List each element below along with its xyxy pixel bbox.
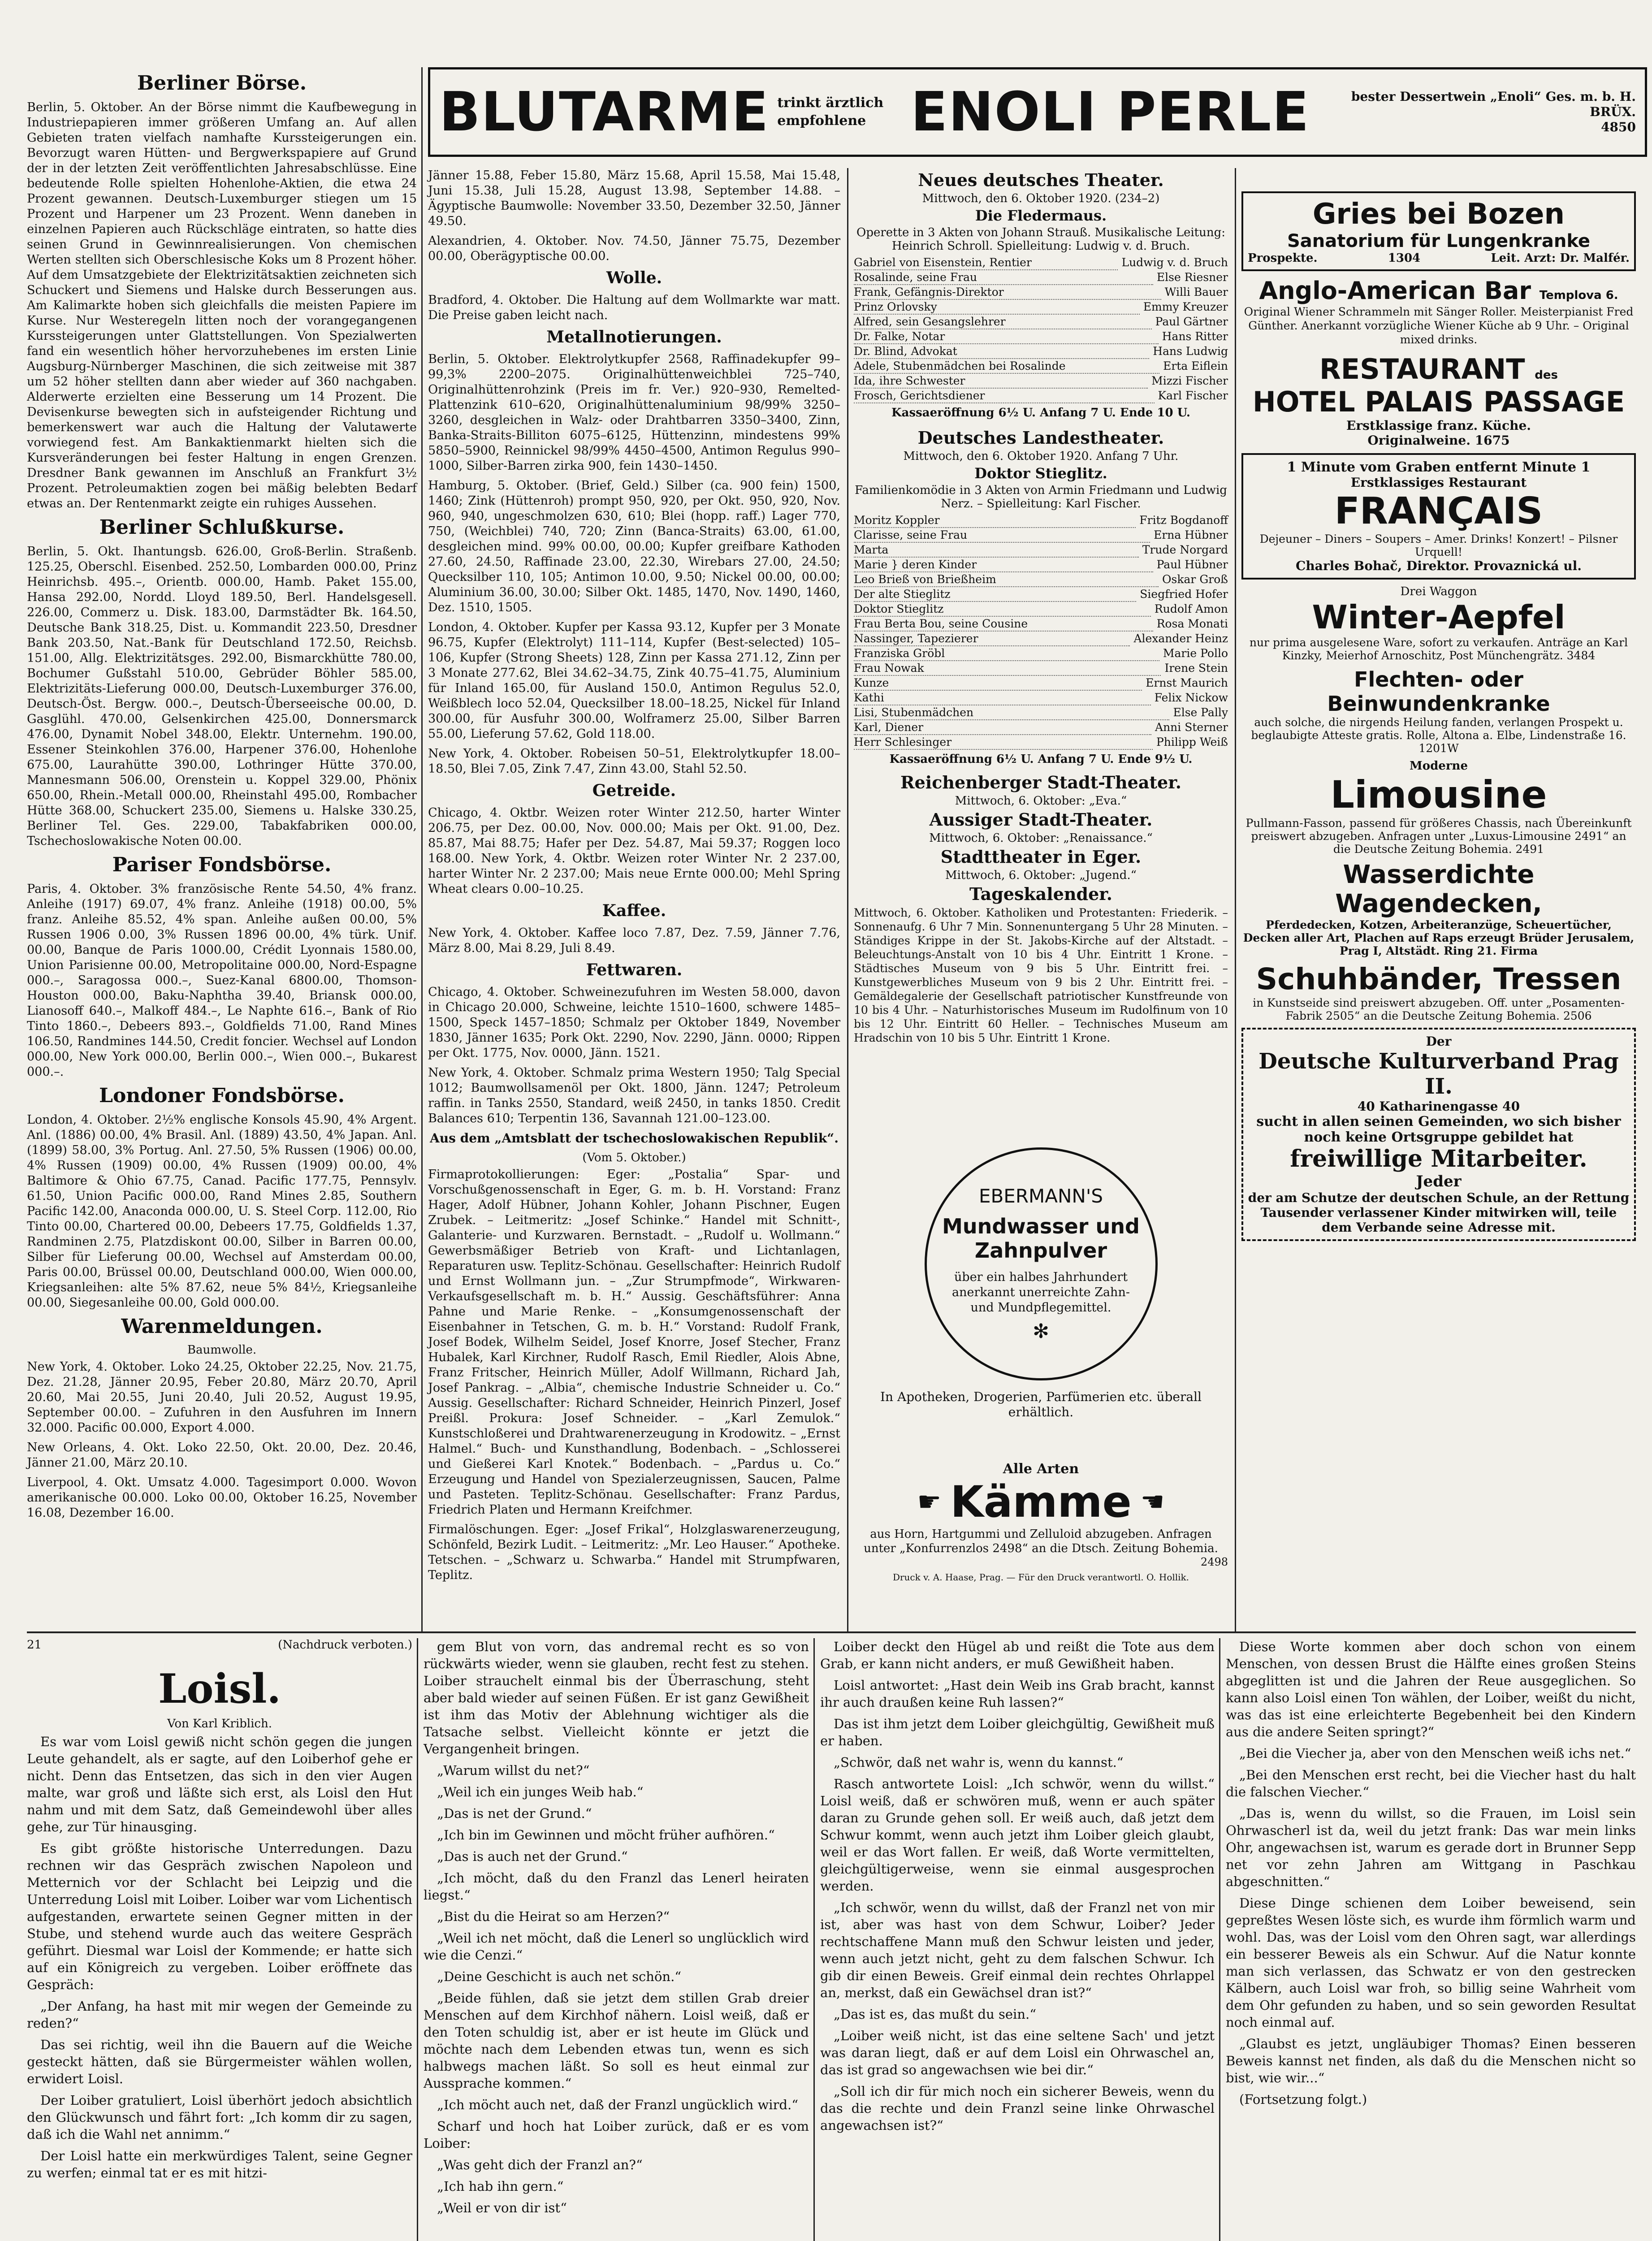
cast-row	[854, 646, 1228, 661]
cast-row	[854, 705, 1228, 720]
imprint: Druck v. A. Haase, Prag. — Für den Druck verantwortl. O. Hollik.	[892, 1572, 1189, 1583]
banner-brand: ENOLI PERLE	[911, 81, 1310, 143]
kultur-text1: sucht in allen seinen Gemeinden, wo sich bisher noch keine Ortsgruppe gebildet hat	[1256, 1114, 1621, 1145]
kalender-title: Tageskalender.	[969, 884, 1113, 904]
restaurant-line1-text: RESTAURANT	[1319, 353, 1525, 385]
waren-text-3: Liverpool, 4. Okt. Umsatz 4.000. Tagesimport 0.000. Wovon amerikanische 00.000. Loko 00.00, Oktober 16.25, November 16.08, Dezember 16.00.	[27, 1475, 417, 1520]
metall-title: Metallnotierungen.	[546, 328, 722, 346]
story-paragraph: Das ist ihm jetzt dem Loiber gleichgültig, Gewißheit muß er haben.	[820, 1716, 1215, 1748]
amtsblatt-text: Firmaprotokollierungen: Eger: „Postalia“ Spar- und Vorschußgenossenschaft in Eger, G. m. b. H. Vorstand: Franz Hager, Adolf Hübner, Johann Kohler, Johann Pischner, Eugen Zrubek. – Leitmeritz: „Josef Schinke.“ Handel mit Schnitt-, Galanterie- und Kurzwaren. Bernstadt. – „Rudolf u. Wollmann.“ Gewerbsmäßiger Betrieb von Kraft- und Lichtanlagen, Reparaturen usw. Teplitz-Schönau. Gesellschafter: Heinrich Rudolf und Ernst Wollmann jun. – „Zur Strumpfmode“, Wirkwaren-Verkaufsgesellschaft m. b. H.“ Aussig. Geschäftsführer: Anna Pahne und Marie Renke. – „Konsumgenossenschaft der Eisenbahner in Tetschen, G. m. b. H.“ Vorstand: Rudolf Frank, Josef Bodek, Wilhelm Seidel, Josef Knorre, Josef Stecher, Franz Hubalek, Karl Kirchner, Rudolf Rasch, Emil Riedler, Alois Abne, Franz Fritscher, Heinrich Müller, Adolf Willmann, Richard Jah, Josef Pankrag. – „Albia“, chemische Industrie Schneider u. Co.“ Aussig. Gesellschafter: Richard Schneider, Heinrich Pinzerl, Josef Preißl. Prokura: Josef Schneider. – „Karl Zemulok.“ Kunstschloßerei und Drahtwarenerzeugung in Krodowitz. – „Ernst Halmel.“ Buch- und Kunsthandlung, Bodenbach. – „Schlosserei und Gießerei Karl Knotek.“ Bodenbach. – „Pardus u. Co.“ Erzeugung und Handel von Spezialerzeugnissen, Saucen, Palme und Pasteten. Teplitz-Schönau. Gesellschafter: Franz Pardus, Friedrich Platen und Hermann Kreifchmer.	[428, 1168, 840, 1517]
cast-actor: Irene Stein	[1164, 662, 1228, 675]
story-column-2	[424, 1638, 809, 2241]
market-column	[27, 67, 417, 1631]
kultur-text3: der am Schutze der deutschen Schule, an der Rettung Tausender verlassener Kinder mitwirken will, teile dem Verbande seine Adresse mit.	[1248, 1190, 1630, 1235]
theatre-reichenberg-title: Reichenberger Stadt-Theater.	[900, 772, 1181, 792]
story-paragraph: „Warum willst du net?“	[437, 1763, 590, 1778]
cast-row	[854, 329, 1228, 344]
story-paragraph: Der Loiber gratuliert, Loisl überhört jedoch absichtlich den Glückwunsch und fährt fort: „Ich komm dir zu sagen, daß ich die Wahl net annimm.“	[27, 2093, 412, 2142]
cast-row	[854, 558, 1228, 572]
story-paragraph: „Weil ich net möcht, daß die Lenerl so unglücklich wird wie die Cenzi.“	[424, 1930, 809, 1963]
ebermann-where: In Apotheken, Drogerien, Parfümerien etc. überall erhältlich.	[880, 1389, 1202, 1419]
gries-footer	[1248, 251, 1630, 265]
limousine-text-body: Pullmann-Fasson, passend für größeres Chassis, nach Übereinkunft preiswert abzugeben. Anfragen unter „Luxus-Limousine 2491“ an die Deutsche Zeitung Bohemia.	[1245, 817, 1632, 856]
column-divider	[847, 168, 848, 1631]
cast-actor: Rudolf Amon	[1154, 602, 1228, 615]
francais-top: 1 Minute vom Graben entfernt Minute 1	[1287, 459, 1591, 475]
kaemme-ad	[854, 1461, 1228, 1614]
cast-actor: Else Pally	[1173, 706, 1228, 719]
cast-actor: Anni Sterner	[1155, 721, 1228, 734]
wagen-ad	[1241, 860, 1636, 957]
cast-row	[854, 270, 1228, 285]
markets-intro: Jänner 15.88, Feber 15.80, März 15.68, April 15.58, Mai 15.48, Juni 15.38, Juli 15.28, August 13.98, September 14.88. – Ägyptische Baumwolle: November 33.50, Dezember 32.50, Jänner 49.50.	[428, 169, 840, 228]
cast-role: Kunze	[854, 676, 1142, 691]
anglo-title-text: Anglo-American Bar	[1259, 277, 1531, 305]
cast-role: Dr. Falke, Notar	[854, 329, 1159, 344]
theatre-neues-date	[854, 192, 1228, 205]
london-text: London, 4. Oktober. 2½% englische Konsols 45.90, 4% Argent. Anl. (1886) 00.00, 4% Brasil. Anl. (1889) 43.50, 4% Japan. Anl. (1899) 58.00, 3% Portug. Anl. 27.50, 5% Russen (1906) 00.00, 4% Russen (1909) 00.00, 4% Russen (1909) 00.00, 4% Baltimore & Ohio 67.75, Canad. Pacific 177.75, Pennsylv. 61.50, Union Pacific 000.00, Rand Mines 2.85, Southern Pacific 142.00, Anaconda 000.00, U. S. Steel Corp. 112.00, Rio Tinto 00.00, Chartered 00.00, Debeers 17.75, Goldfields 1.37, Randminen 2.75, Platzdiskont 00.00, Silber in Barren 00.00, Silber für Lieferung 00.00, Wechsel auf Amsterdam 00.00, Paris 00.00, Brüssel 00.00, Deutschland 000.00, Wien 000.00, Kriegsanleihen: alte 5% 87.62, neue 5% 84½, Kriegsanleihe 00.00, Siegesanleihe 00.00, Gold 000.00.	[27, 1113, 417, 1310]
cast-role: Frau Nowak	[854, 661, 1161, 676]
francais-text: Dejeuner – Diners – Soupers – Amer. Drinks! Konzert! – Pilsner Urquell!	[1259, 532, 1618, 558]
cast-actor: Willi Bauer	[1164, 286, 1228, 299]
theatre-aussig-title: Aussiger Stadt-Theater.	[929, 809, 1153, 830]
cast-role: Rosalinde, seine Frau	[854, 270, 1153, 285]
story-paragraph: Scharf und hoch hat Loiber zurück, daß er es vom Loiber:	[424, 2119, 809, 2151]
cast-actor: Hans Ludwig	[1153, 345, 1228, 358]
section-title-paris: Pariser Fondsbörse.	[112, 853, 332, 876]
theatre-neues-date-text: Mittwoch, den 6. Oktober 1920.	[922, 192, 1111, 205]
theatre-neues-title: Neues deutsches Theater.	[918, 170, 1164, 190]
story-author: Von Karl Kriblich.	[167, 1717, 272, 1731]
pointing-hand-left-icon: ☚	[1140, 1486, 1165, 1518]
getreide-title: Getreide.	[592, 781, 676, 800]
kaemme-text: aus Horn, Hartgummi und Zelluloid abzugeben. Anfragen unter „Konfurrenzlos 2498“ an die Dtsch. Zeitung Bohemia.	[864, 1527, 1218, 1555]
story-text	[27, 1733, 412, 2181]
story-paragraph: „Deine Geschicht is auch net schön.“	[437, 1969, 682, 1984]
markets-column-2	[428, 168, 840, 1631]
theatre-column	[854, 168, 1228, 1044]
flechten-ad	[1241, 667, 1636, 755]
story-paragraph: „Schwör, daß net wahr is, wenn du kannst.“	[834, 1755, 1124, 1770]
restaurant-line2: HOTEL PALAIS PASSAGE	[1252, 385, 1625, 418]
schuh-text	[1241, 996, 1636, 1022]
kultur-title: Deutsche Kulturverband Prag II.	[1258, 1049, 1619, 1099]
cast-role: Prinz Orlovsky	[854, 300, 1140, 315]
cast-row	[854, 315, 1228, 329]
restaurant-code: 1675	[1475, 433, 1510, 448]
column-divider	[421, 67, 423, 1631]
theatre-reichenberg-text: Mittwoch, 6. Oktober: „Eva.“	[955, 794, 1127, 808]
feuilleton-divider	[27, 1631, 1636, 1633]
cast-actor: Philipp Weiß	[1156, 735, 1228, 748]
cast-row	[854, 543, 1228, 558]
ebermann-name: EBERMANN'S	[978, 1185, 1103, 1207]
francais-name: FRANÇAIS	[1334, 490, 1543, 532]
story-paragraph: „Weil er von dir ist“	[437, 2200, 567, 2215]
story-paragraph: „Soll ich dir für mich noch ein sicherer Beweis, wenn du das die rechte und dein Franzl seine linke Ohrwaschel angewachsen ist?“	[820, 2084, 1215, 2133]
cast-row	[854, 255, 1228, 270]
column-divider	[813, 1638, 815, 2241]
kaemme-name: Kämme	[950, 1477, 1132, 1527]
cast-row	[854, 528, 1228, 543]
enoli-banner-ad	[428, 67, 1647, 157]
limousine-text	[1241, 817, 1636, 856]
restaurant-des: des	[1535, 368, 1558, 382]
cast-role: Frau Berta Bou, seine Cousine	[854, 617, 1153, 632]
theatre-landes-play: Doktor Stieglitz.	[974, 465, 1107, 482]
cast-role: Doktor Stieglitz	[854, 602, 1151, 617]
cast-role: Nassinger, Tapezierer	[854, 632, 1130, 646]
metall-text-4: New York, 4. Oktober. Robeisen 50–51, Elektrolytkupfer 18.00–18.50, Blei 7.05, Zink 7.47, Zinn 43.00, Stahl 52.50.	[428, 747, 840, 776]
anglo-ad	[1241, 277, 1636, 346]
story-paragraph: Der Loisl hatte ein merkwürdiges Talent, seine Gegner zu werfen; einmal tat er es mit hitzi-	[27, 2148, 412, 2180]
restaurant-text2-text: Originalweine.	[1367, 433, 1470, 448]
waren-text-1: New York, 4. Oktober. Loko 24.25, Oktober 22.25, Nov. 21.75, Dez. 21.28, Jänner 20.95, Feber 20.80, März 20.70, April 20.60, Mai 20.55, Juni 20.40, Juli 20.52, August 19.95, September 00.00. – Zufuhren in den Ausfuhren im Innern 32.000. Pacific 00.000, Export 4.000.	[27, 1360, 417, 1435]
theatre-neues-num: (234–2)	[1115, 192, 1160, 205]
cast-actor: Erna Hübner	[1154, 528, 1228, 541]
theatre-landes-times: Kassaeröffnung 6½ U. Anfang 7 U. Ende 9½ U.	[889, 753, 1193, 766]
cast-actor: Marie Pollo	[1163, 647, 1228, 660]
story-paragraph: „Das is, wenn du willst, so die Frauen, im Loisl sein Ohrwascherl ist da, weil du jetzt frank: Das war mein links Ohr, angewachsen ist, warum es gerade dort in Brunner Sepp net vor zehn Jahren am Wittgang in Paschkau abgeschnitten.“	[1226, 1806, 1636, 1889]
story-paragraph: „Bei den Menschen erst recht, bei die Viecher hast du halt die falschen Viecher.“	[1226, 1767, 1636, 1800]
schuh-name: Schuhbänder, Tressen	[1256, 962, 1622, 996]
page-number: 21	[27, 1638, 42, 1652]
anglo-addr: Templova 6.	[1539, 289, 1618, 302]
story-paragraph: Es war vom Loisl gewiß nicht schön gegen die jungen Leute gehandelt, als er sagte, auf den Loiberhof gehe er nicht. Denn das Entsetzen, das sich in den vier Augen malte, war groß und läßte sich erst, als Loisl den Hut nahm und mit dem Satz, daß Gemeindewohl über alles gehe, zur Tür hinausging.	[27, 1734, 412, 1834]
restaurant-text1: Erstklassige franz. Küche.	[1346, 418, 1531, 433]
cast-role: Karl, Diener	[854, 720, 1151, 735]
apfel-code: 3484	[1566, 649, 1596, 662]
restaurant-line1	[1241, 353, 1636, 385]
apfel-ad	[1241, 585, 1636, 662]
story-paragraph: „Beide fühlen, daß sie jetzt dem stillen Grab dreier Menschen auf dem Kirchhof nähern. Loisl weiß, daß er den Toten schuldig ist, aber er ist heute im Glück und möchte nach dem Lebenden etwas tun, wenn es sich halbwegs machen läßt. So soll es heut einmal zur Aussprache kommen.“	[424, 1990, 809, 2091]
story-paragraph: Diese Dinge schienen dem Loiber beweisend, sein gepreßtes Wesen löste sich, es wurde ihm förmlich warm und wohl. Das, was der Loisl vom den Ohren sagt, war allerdings ein besserer Beweis als ein Schwur. Auf die Natur konnte man sich verlassen, das Schwatz er von den gestrecken Kälbern, auch Loisl war froh, so billig seine Wahrheit vom dem Ohr gefunden zu haben, und so sein geworden Resultat noch einmal auf.	[1226, 1895, 1636, 2030]
cast-actor: Paul Hübner	[1156, 558, 1228, 571]
cast-list	[854, 255, 1228, 403]
schluss-text: Berlin, 5. Okt. Ihantungsb. 626.00, Groß-Berlin. Straßenb. 125.25, Oberschl. Eisenbed. 252.50, Lombarden 000.00, Prinz Heinrichsb. 495.–, Orientb. 000.00, Hamb. Paket 155.00, Hansa 292.00, Nordd. Lloyd 189.50, Berl. Handelsgesell. 226.00, Commerz u. Disk. 183.00, Darmstädter Bk. 164.50, Deutsche Bank 318.25, Dist. u. Kommandit 223.50, Dresdner Bank 203.50, Nat.-Bank für Deutschland 172.50, Reichsb. 151.00, Allg. Elektrizitätsges. 292.00, Bismarckhütte 780.00, Bochumer Gußstahl 510.00, Gebrüder Böhler 585.00, Elektrizitäts-Lieferung 000.00, Deutsch-Luxemburger 376.00, Deutsch-Öst. Bergw. 000.–, Deutsch-Überseeische 00.00, D. Gasglühl. 470.00, Gelsenkirchen 425.00, Donnersmarck 476.00, Dynamit Nobel 348.00, Elektr. Unternehm. 190.00, Essener Steinkohlen 376.00, Harpener 376.00, Hohenlohe 675.00, Laurahütte 390.00, Lothringer Hütte 370.00, Mannesmann 506.00, Orenstein u. Koppel 329.00, Phönix 650.00, Rhein.-Metall 000.00, Rheinstahl 495.00, Rombacher Hütte 368.00, Schuckert 235.00, Siemens u. Halske 330.25, Berliner Tel. Ges. 229.00, Tabakfabriken 000.00, Tschechoslowakische Noten 00.00.	[27, 545, 417, 848]
flechten-code: 1201W	[1418, 742, 1459, 755]
story-paragraph: „Der Anfang, ha hast mit mir wegen der Gemeinde zu reden?“	[27, 1999, 412, 2031]
banner-left: BLUTARME	[439, 81, 770, 143]
theatre-landes-title: Deutsches Landestheater.	[917, 428, 1164, 448]
story-text	[424, 1638, 809, 2216]
story-paragraph: Loiber deckt den Hügel ab und reißt die Tote aus dem Grab, er kann nicht anders, er muß Gewißheit haben.	[820, 1639, 1215, 1671]
cast-row	[854, 285, 1228, 300]
cast-actor: Mizzi Fischer	[1151, 374, 1228, 387]
cast-row	[854, 587, 1228, 602]
story-paragraph: „Ich möcht, daß du den Franzl das Lenerl heiraten liegst.“	[424, 1870, 809, 1903]
banner-right-text: bester Dessertwein „Enoli“ Ges. m. b. H. BRÜX.	[1351, 89, 1636, 119]
schuh-code: 2506	[1563, 1009, 1592, 1022]
newspaper-page	[9, 13, 1640, 2241]
gries-ad	[1241, 191, 1636, 271]
flechten-text-body: auch solche, die nirgends Heilung fanden, verlangen Prospekt u. beglaubigte Atteste gratis. Rolle, Altona a. Elbe, Lindenstraße 16.	[1251, 716, 1626, 742]
apfel-text-body: nur prima ausgelesene Ware, sofort zu verkaufen. Anträge an Karl Kinzky, Meierhof Arnoschitz, Post Münchengrätz.	[1249, 636, 1628, 662]
theatre-eger-text: Mittwoch, 6. Oktober: „Jugend.“	[945, 869, 1137, 882]
cast-role: Kathi	[854, 691, 1151, 705]
story-column-1	[27, 1638, 412, 2241]
limousine-top: Moderne	[1410, 759, 1468, 773]
cast-row	[854, 676, 1228, 691]
theatre-neues-desc: Operette in 3 Akten von Johann Strauß. Musikalische Leitung: Heinrich Schroll. Spielleitung: Ludwig v. d. Bruch.	[856, 226, 1225, 253]
kultur-big: freiwillige Mitarbeiter.	[1290, 1145, 1587, 1172]
cast-role: Ida, ihre Schwester	[854, 374, 1148, 389]
cast-row	[854, 735, 1228, 750]
star-icon: ✻	[1033, 1320, 1049, 1343]
story-paragraph: „Das is net der Grund.“	[437, 1806, 592, 1821]
column-divider	[417, 1638, 418, 2241]
francais-owner: Charles Bohač, Direktor. Provaznická ul.	[1296, 558, 1582, 573]
story-paragraph: Rasch antwortete Loisl: „Ich schwör, wenn du willst.“ Loisl weiß, daß er schwören muß, wenn er auch später daran zu Grunde gehen soll. Er weiß auch, daß jetzt dem Schwur kommt, wenn auch jetzt ihm Loiber gleich glaubt, weil er das Wort fallen. Er weiß, daß Worte vermittelten, gleichgültigerweise, wenn sie einmal ausgesprochen werden.	[820, 1776, 1215, 1894]
kultur-ad	[1241, 1028, 1636, 1241]
story-paragraph: Loisl antwortet: „Hast dein Weib ins Grab bracht, kannst ihr auch draußen keine Ruh lassen?“	[820, 1678, 1215, 1710]
cast-role: Gabriel von Eisenstein, Rentier	[854, 255, 1118, 270]
limousine-ad	[1241, 759, 1636, 856]
paris-text: Paris, 4. Oktober. 3% französische Rente 54.50, 4% franz. Anleihe (1917) 69.07, 4% franz. Anleihe (1918) 00.00, 5% franz. Anleihe 85.52, 4% span. Anleihe außen 00.00, 5% Russen 1906 0.00, 3% Russen 1896 00.00, 4% türk. Unif. 00.00, Banque de Paris 1000.00, Crédit Lyonnais 1580.00, Union Parisienne 00.00, Metropolitaine 000.00, Nord-Espagne 000.–, Saragossa 000.–, Suez-Kanal 6800.00, Thomson-Houston 000.00, Baku-Naphtha 39.40, Briansk 000.00, Lianosoff 640.–, Malkoff 484.–, Le Naphte 616.–, Bank of Rio Tinto 1860.–, Debeers 893.–, Goldfields 71.00, Rand Mines 106.50, Randmines 144.50, Credit foncier. Wechsel auf London 000.00, New York 000.00, Berlin 000.–, Wien 000.–, Bukarest 000.–.	[27, 882, 417, 1079]
banner-right	[1318, 89, 1636, 135]
theatre-landes-date: Mittwoch, den 6. Oktober 1920. Anfang 7 Uhr.	[903, 450, 1179, 463]
story-column-4	[1226, 1638, 1636, 2241]
kultur-der: Der	[1426, 1034, 1452, 1049]
cast-role: Herr Schlesinger	[854, 735, 1153, 750]
theatre-neues-play: Die Fledermaus.	[975, 207, 1107, 224]
amtsblatt-sub: (Vom 5. Oktober.)	[582, 1151, 686, 1164]
theatre-neues-times: Kassaeröffnung 6½ U. Anfang 7 U. Ende 10 U.	[891, 406, 1190, 420]
cast-role: Dr. Blind, Advokat	[854, 344, 1149, 359]
metall-text-1: Berlin, 5. Oktober. Elektrolytkupfer 2568, Raffinadekupfer 99–99,3% 2200–2075. Originalhüttenweichblei 725–740, Originalhüttenrohzink (Preis im fr. Ver.) 920–930, Remelted-Plattenzink 610–620, Originalhüttenaluminium 98/99% 3250–3260, desgleichen in Walz- oder Drahtbarren 3350–3400, Zinn, Banka-Straits-Billiton 6075–6125, Hüttenzinn, mindestens 99% 5850–5900, Reinnickel 98/99% 4450–4500, Antimon Regulus 990–1000, Silber-Barren zirka 900, fein 1430–1450.	[428, 352, 840, 473]
section-title-london: Londoner Fondsbörse.	[99, 1084, 345, 1107]
flechten-name: Flechten- oder Beinwundenkranke	[1327, 667, 1550, 716]
restaurant-ad	[1241, 353, 1636, 448]
fett-title: Fettwaren.	[586, 960, 683, 979]
story-paragraph: „Das is auch net der Grund.“	[437, 1849, 628, 1864]
wagen-name: Wasserdichte Wagendecken,	[1335, 860, 1542, 918]
story-note: (Nachdruck verboten.)	[278, 1638, 412, 1652]
cast-actor: Oskar Groß	[1162, 573, 1228, 586]
cast-row	[854, 691, 1228, 705]
section-title-boerse: Berliner Börse.	[137, 72, 307, 95]
wolle-title: Wolle.	[606, 268, 662, 287]
cast-actor: Erta Eiflein	[1163, 359, 1228, 372]
cast-row	[854, 513, 1228, 528]
column-divider	[1219, 1638, 1220, 2241]
column-divider	[1235, 168, 1236, 1631]
cast-role: Der alte Stieglitz	[854, 587, 1136, 602]
gries-title: Gries bei Bozen	[1312, 198, 1565, 231]
cast-role: Frank, Gefängnis-Direktor	[854, 285, 1161, 300]
cast-row	[854, 572, 1228, 587]
cast-row	[854, 344, 1228, 359]
story-paragraph: „Glaubst es jetzt, ungläubiger Thomas? Einen besseren Beweis kannst net finden, als daß du die Menschen nicht so bist, wie wir...“	[1226, 2036, 1636, 2085]
francais-ad	[1241, 453, 1636, 580]
waren-text-2: New Orleans, 4. Okt. Loko 22.50, Okt. 20.00, Dez. 20.46, Jänner 21.00, März 20.10.	[27, 1441, 417, 1470]
waren-subtitle: Baumwolle.	[187, 1343, 257, 1357]
story-text	[820, 1638, 1215, 2134]
story-paragraph: „Loiber weiß nicht, ist das eine seltene Sach' und jetzt was daran liegt, daß er auf dem Loisl ein Ohrwaschel an, das ist grad so angewachsen wie bei dir.“	[820, 2028, 1215, 2077]
apfel-top: Drei Waggon	[1400, 585, 1477, 598]
cast-actor: Else Riesner	[1156, 271, 1228, 284]
story-paragraph: „Ich möcht auch net, daß der Franzl ungücklich wird.“	[437, 2097, 799, 2112]
amtsblatt-text-2: Firmalöschungen. Eger: „Josef Frikal“, Holzglaswarenerzeugung, Schönfeld, Bezirk Ludit. – Leitmeritz: „Mr. Leo Hauser.“ Apotheke. Tetschen. – „Schwarz u. Schwarba.“ Handel mit Strumpfwaren, Teplitz.	[428, 1523, 840, 1582]
story-paragraph: „Weil ich ein junges Weib hab.“	[437, 1784, 644, 1800]
cast-row	[854, 661, 1228, 676]
section-title-schluss: Berliner Schlußkurse.	[99, 516, 345, 539]
ads-column	[1241, 186, 1636, 1631]
theatre-aussig-text: Mittwoch, 6. Oktober: „Renaissance.“	[929, 831, 1153, 845]
cast-role: Moritz Koppler	[854, 513, 1136, 528]
cast-row	[854, 389, 1228, 403]
fett-text-2: New York, 4. Oktober. Schmalz prima Western 1950; Talg Special 1012; Baumwollsamenöl per Okt. 1800, Jänn. 1247; Petroleum raffin. in Tanks 2550, Standard, weiß 2450, in tanks 1850. Credit Balances 610; Terpentin 136, Savannah 121.00–123.00.	[428, 1066, 840, 1125]
restaurant-text2	[1241, 433, 1636, 448]
story-paragraph: (Fortsetzung folgt.)	[1239, 2092, 1367, 2107]
gries-right: Leit. Arzt: Dr. Malfér.	[1491, 251, 1630, 265]
cast-role: Lisi, Stubenmädchen	[854, 705, 1169, 720]
cast-role: Leo Brieß von Brießheim	[854, 572, 1159, 587]
banner-code: 4850	[1601, 120, 1636, 134]
wagen-text: Pferdedecken, Kotzen, Arbeiteranzüge, Scheuertücher, Decken aller Art, Plachen auf Raps erzeugt Brüder Jerusalem, Prag I, Altstädt. Ring 21. Firma	[1243, 918, 1635, 957]
story-header	[27, 1638, 412, 1652]
cast-row	[854, 300, 1228, 315]
cast-actor: Rosa Monati	[1156, 617, 1228, 630]
anglo-title	[1241, 277, 1636, 305]
story-paragraph: „Ich schwör, wenn du willst, daß der Franzl net von mir ist, aber was hast von dem Schwur, Loiber? Jeder rechtschaffene Mann muß den Schwur leisten und jeder, wenn auch jetzt nicht, geht zu dem falschen Schwur. Ich gib dir einen Beweis. Greif einmal dein rechtes Ohrlappel an, merkst, daß ein Gewächsel dran ist?“	[820, 1900, 1215, 2000]
cast-actor: Alexander Heinz	[1133, 632, 1228, 645]
cast-role: Marta	[854, 543, 1139, 558]
schuh-ad	[1241, 962, 1636, 1022]
story-paragraph: „Bei die Viecher ja, aber von den Menschen weiß ichs net.“	[1239, 1746, 1631, 1761]
markets-alexandrien: Alexandrien, 4. Oktober. Nov. 74.50, Jänner 75.75, Dezember 00.00, Oberägyptische 00.00.	[428, 234, 840, 263]
pointing-hand-icon: ☛	[917, 1486, 942, 1518]
kultur-text2: Jeder	[1416, 1172, 1462, 1190]
cast-role: Frosch, Gerichtsdiener	[854, 389, 1155, 403]
gries-num: 1304	[1388, 251, 1421, 265]
cast-row	[854, 632, 1228, 646]
cast-actor: Karl Fischer	[1158, 389, 1228, 402]
banner-middle: trinkt ärztlich empfohlene	[777, 95, 884, 129]
cast-actor: Felix Nickow	[1154, 691, 1228, 704]
cast-row	[854, 359, 1228, 374]
cast-role: Adele, Stubenmädchen bei Rosalinde	[854, 359, 1159, 374]
kaemme-row	[854, 1477, 1228, 1527]
kaemme-code: 2498	[1200, 1556, 1228, 1568]
section-title-waren: Warenmeldungen.	[121, 1315, 323, 1338]
cast-actor: Ludwig v. d. Bruch	[1121, 256, 1228, 269]
story-column-3	[820, 1638, 1215, 2241]
cast-row	[854, 374, 1228, 389]
cast-role: Alfred, sein Gesangslehrer	[854, 315, 1152, 329]
schuh-text-body: in Kunstseide sind preiswert abzugeben. Off. unter „Posamenten-Fabrik 2505“ an die Deutsche Zeitung Bohemia.	[1253, 996, 1625, 1022]
kaffee-text: New York, 4. Oktober. Kaffee loco 7.87, Dez. 7.59, Jänner 7.76, März 8.00, Mai 8.29, Juli 8.49.	[428, 926, 840, 955]
apfel-text	[1241, 636, 1636, 662]
cast-actor: Paul Gärtner	[1155, 315, 1228, 328]
francais-sub: Erstklassiges Restaurant	[1350, 475, 1527, 490]
cast-role: Franziska Gröbl	[854, 646, 1159, 661]
story-title: Loisl.	[158, 1665, 281, 1713]
apfel-name: Winter-Aepfel	[1312, 598, 1566, 636]
cast-actor: Emmy Kreuzer	[1143, 300, 1228, 313]
getreide-text: Chicago, 4. Oktbr. Weizen roter Winter 212.50, harter Winter 206.75, per Dez. 00.00, Nov. 000.00; Mais per Okt. 91.00, Dez. 85.87, Mai 88.75; Hafer per Dez. 54.87, Mai 59.37; Roggen loco 168.00. New York, 4. Oktbr. Weizen roter Winter Nr. 2 237.00, harter Winter Nr. 2 237.00; Mais neue Ernte 000.00; Mehl Spring Wheat clears 0.00–10.25.	[428, 806, 840, 896]
ebermann-product: Mundwasser und Zahnpulver	[942, 1214, 1140, 1263]
story-paragraph: Das sei richtig, weil ihn die Bauern auf die Weiche gesteckt hätten, daß sie Bürgermeister wählen wollen, erwidert Loisl.	[27, 2037, 412, 2086]
cast-actor: Trude Norgard	[1142, 543, 1228, 556]
kaffee-title: Kaffee.	[602, 901, 666, 920]
cast-row	[854, 602, 1228, 617]
anglo-text: Original Wiener Schrammeln mit Sänger Roller. Meisterpianist Fred Günther. Anerkannt vorzügliche Wiener Küche ab 9 Uhr. – Original mixed drinks.	[1244, 305, 1634, 346]
cast-actor: Ernst Maurich	[1146, 676, 1228, 689]
ebermann-text: über ein halbes Jahrhundert anerkannt unerreichte Zahn- und Mundpflegemittel.	[952, 1270, 1130, 1315]
cast-actor: Fritz Bogdanoff	[1139, 514, 1228, 527]
gries-sub: Sanatorium für Lungenkranke	[1287, 231, 1591, 251]
story-paragraph: „Ich hab ihn gern.“	[437, 2179, 564, 2194]
metall-text-2: Hamburg, 5. Oktober. (Brief, Geld.) Silber (ca. 900 fein) 1500, 1460; Zink (Hüttenroh) prompt 950, 920, per Okt. 950, 920, Nov. 960, 940, ungeschmolzen 630, 610; Blei (hopp. raff.) Lager 770, 750, (Weichblei) 740, 720; Zinn (Banca-Straits) 63.00, 61.00, desgleichen mind. 99% 00.00, 00.00; Kupfer greifbare Kathoden 27.60, 24.50, Raffinade 23.00, 22.30, Wirebars 27.00, 24.50; Quecksilber 110, 105; Antimon 10.00, 9.50; Nickel 00.00, 00.00; Aluminium 36.00, 30.00; Silber Okt. 1485, 1470, Nov. 1490, 1460, Dez. 1510, 1505.	[428, 479, 840, 614]
cast-role: Clarisse, seine Frau	[854, 528, 1150, 543]
ebermann-circle	[925, 1147, 1158, 1380]
story-paragraph: „Was geht dich der Franzl an?“	[437, 2157, 643, 2172]
kaemme-top: Alle Arten	[1003, 1461, 1079, 1477]
gries-left: Prospekte.	[1248, 251, 1318, 265]
kultur-addr: 40 Katharinengasse 40	[1357, 1099, 1520, 1114]
cast-actor: Hans Ritter	[1162, 330, 1228, 343]
metall-text-3: London, 4. Oktober. Kupfer per Kassa 93.12, Kupfer per 3 Monate 96.75, Kupfer (Elektrolyt) 111–114, Kupfer (Best-selected) 105–106, Kupfer (Strong Sheets) 128, Zinn per Kassa 271.12, Zinn per 3 Monate 277.62, Blei 34.62–34.75, Zink 40.75–41.75, Aluminium für Inland 165.00, für Ausland 150.0, Antimon Regulus 52.0, Weißblech loco 52.04, Quecksilber 18.00–18.25, Nickel für Inland 300.00, für Ausfuhr 300.00, Wolframerz 25.00, Silber Barren 55.00, Lieferung 57.62, Gold 118.00.	[428, 620, 840, 741]
cast-actor: Siegfried Hofer	[1140, 588, 1228, 601]
theatre-landes-desc: Familienkomödie in 3 Akten von Armin Friedmann und Ludwig Nerz. – Spielleitung: Karl Fischer.	[855, 484, 1227, 510]
boerse-text: Berlin, 5. Oktober. An der Börse nimmt die Kaufbewegung in Industriepapieren immer größeren Umfang an. Auf allen Gebieten traten vielfach namhafte Kurssteigerungen ein. Bevorzugt waren Hütten- und Bergwerkspapiere auf Grund der in der letzten Zeit veröffentlichten Jahresabschlüsse. Eine bedeutende Rolle spielten Hohenlohe-Aktien, die etwa 24 Prozent gewannen. Deutsch-Luxemburger stiegen um 15 Prozent und Harpener um 23 Prozent. Wenn daneben in einzelnen Papieren auch Rückschläge eintraten, so hatte dies seinen Grund in Gewinnrealisierungen. Von chemischen Werten stellten sich Oberschlesische Koks um 8 Prozent höher. Auf dem Umsatzgebiete der Elektrizitätsaktien zeichneten sich Schuckert und Siemens und Halske durch Besserungen aus. Am Kalimarkte hoben sich gleichfalls die meisten Papiere im Kurse. Nur Westeregeln litten noch der vorangegangenen Kurssteigerungen unter Glattstellungen. Von Spezialwerten fand ein wesentlich höher hervorzuhebenes im ersten Linie Augsburg-Nürnberger Maschinen, die sich zeitweise mit 387 um 52 höher stellten dann aber wieder auf 360 nachgaben. Alderwerte erzielten eine Besserung um 14 Prozent. Die Devisenkurse bewegten sich in aufsteigender Richtung und bemerkenswert war auch die Haltung der Valutawerte vorwiegend fest. Am Bankaktienmarkt hielten sich die Kursveränderungen bei fester Haltung in engen Grenzen. Dresdner Bank gewannen im Anschluß an Frankfurt 3½ Prozent. Petroleumaktien zogen bei mäßig belebten Bedarf etwas an. Der Rentenmarkt zeigte ein ruhiges Aussehen.	[27, 100, 417, 510]
amtsblatt-title: Aus dem „Amtsblatt der tschechoslowakischen Republik“.	[430, 1131, 839, 1146]
story-paragraph: „Ich bin im Gewinnen und möcht früher aufhören.“	[437, 1827, 775, 1843]
fett-text-1: Chicago, 4. Oktober. Schweinezufuhren im Westen 58.000, davon in Chicago 20.000, Schweine, leichte 1510–1600, schwere 1485–1500, Speck 1457–1850; Schmalz per Oktober 1849, November 1830, Jänner 1635; Pork Okt. 2290, Nov. 2290, Jänn. 0000; Rippen per Okt. 1775, Nov. 0000, Jänn. 1521.	[428, 985, 840, 1060]
theatre-eger-title: Stadttheater in Eger.	[940, 847, 1142, 867]
story-text	[1226, 1638, 1636, 2108]
ebermann-ad	[854, 1138, 1228, 1452]
cast-row	[854, 720, 1228, 735]
story-paragraph: Diese Worte kommen aber doch schon von einem Menschen, von dessen Brust die Hälfte eines großen Steins abgeglitten ist und die Jahren der Reue ausgeglichen. So kann also Loisl einen Ton wählen, der Loiber, weißt du nicht, was das ist eine erleichterte Begebenheit bei den Kindern aus die andere Seiten springt?“	[1226, 1639, 1636, 1739]
story-paragraph: „Bist du die Heirat so am Herzen?“	[437, 1909, 670, 1924]
cast-role: Marie } deren Kinder	[854, 558, 1153, 572]
cast-row	[854, 617, 1228, 632]
kalender-text: Mittwoch, 6. Oktober. Katholiken und Protestanten: Friederik. – Sonnenaufg. 6 Uhr 7 Min. Sonnenuntergang 5 Uhr 28 Minuten. – Ständiges Krippe in der St. Jakobs-Kirche auf der Altstadt. – Beleuchtungs-Anstalt von 10 bis 4 Uhr. Eintritt 1 Krone. – Städtisches Museum von 9 bis 5 Uhr. Eintritt frei. – Kunstgewerbliches Museum von 9 bis 2 Uhr. Eintritt frei. – Gemäldegalerie der Gesellschaft patriotischer Kunstfreunde von 10 bis 4 Uhr. – Naturhistorisches Museum im Rudolfinum von 10 bis 12 Uhr. Eintritt 60 Heller. – Technisches Museum am Hradschin von 10 bis 5 Uhr. Eintritt 1 Krone.	[854, 906, 1228, 1044]
story-paragraph: Es gibt größte historische Unterredungen. Dazu rechnen wir das Gespräch zwischen Napoleon und Metternich vor der Schlacht bei Leipzig und die Unterredung Loisl mit Loiber. Loiber war vom Lichentisch aufgestanden, erwartete seinen Gegner mitten in der Stube, und stehend wurde auch das weitere Gespräch geführt. Diesmal war Loisl der Kommende; er hatte sich auf ein Königreich zu vergeben. Loiber eröffnete das Gespräch:	[27, 1841, 412, 1992]
story-paragraph: gem Blut von vorn, das andremal recht es so von rückwärts wieder, wenn sie glauben, recht fest zu stehen. Loiber strauchelt einmal bis der Überraschung, steht aber bald wieder auf seinen Füßen. Er ist ganz Gewißheit ist ihm das Motiv der Ablehnung wichtiger als die Tatsache selbst. Vielleicht könnte er jetzt die Vergangenheit bringen.	[424, 1639, 809, 1756]
story-paragraph: „Das ist es, das mußt du sein.“	[834, 2007, 1037, 2022]
limousine-name: Limousine	[1330, 773, 1547, 817]
wolle-text: Bradford, 4. Oktober. Die Haltung auf dem Wollmarkte war matt. Die Preise gaben leicht nach.	[428, 293, 840, 322]
cast-list	[854, 513, 1228, 750]
limousine-code: 2491	[1515, 843, 1544, 856]
flechten-text	[1241, 716, 1636, 755]
